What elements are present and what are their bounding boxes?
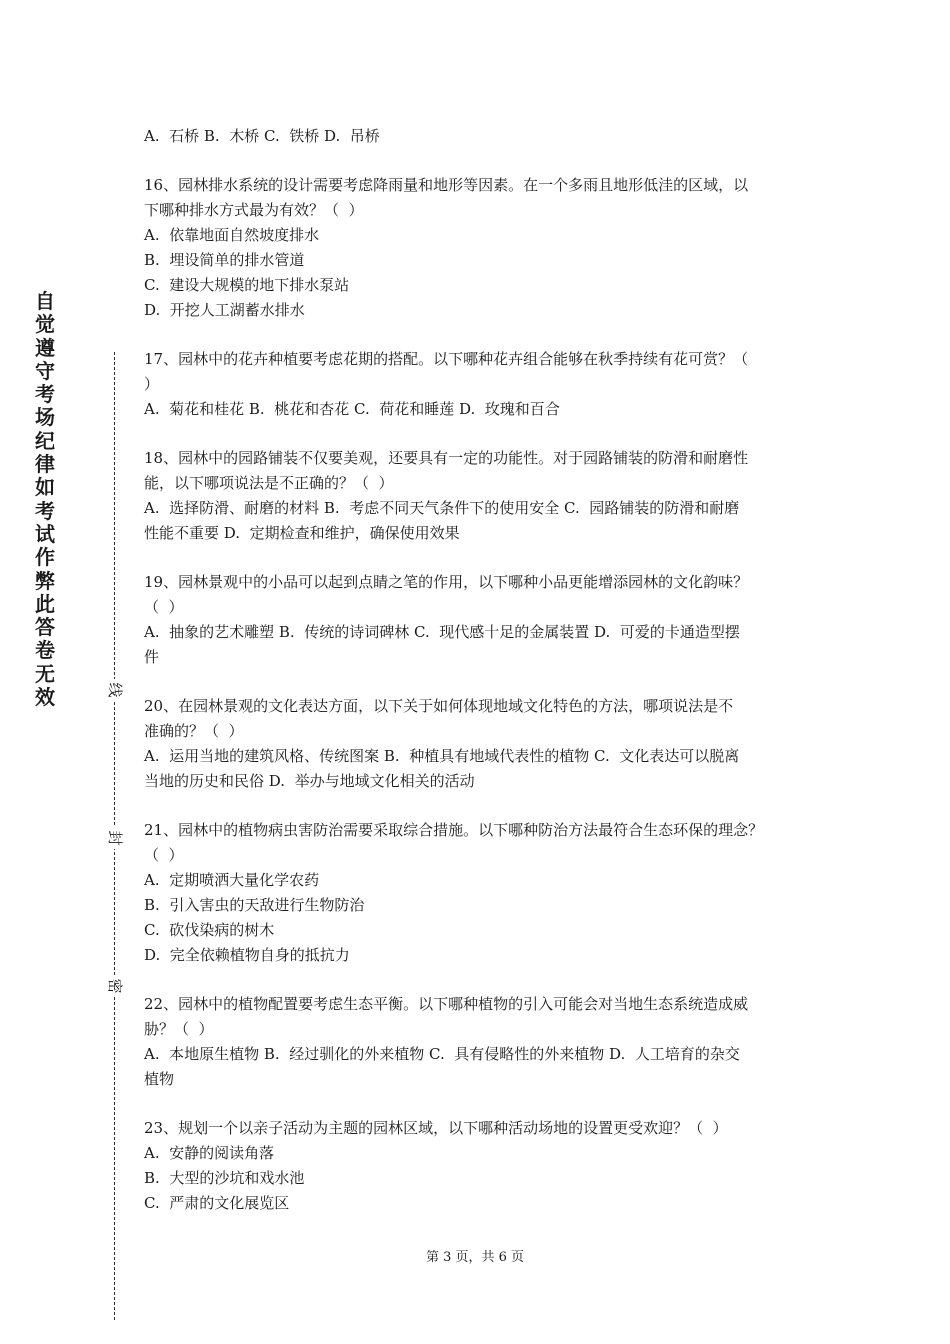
question-line: 20、在园林景观的文化表达方面，以下关于如何体现地域文化特色的方法，哪项说法是不 xyxy=(144,697,734,715)
question-line: 22、园林中的植物配置要考虑生态平衡。以下哪种植物的引入可能会对当地生态系统造成威 xyxy=(144,995,749,1013)
binding-mark-line: 线 xyxy=(104,679,126,701)
option-line: C. 砍伐染病的树木 xyxy=(144,921,275,939)
question-line: （ ） xyxy=(144,846,184,864)
question-line: 下哪种排水方式最为有效？（ ） xyxy=(144,201,364,219)
option-line: 件 xyxy=(144,648,160,666)
binding-mark-seal: 封 xyxy=(104,827,126,849)
option-line: A. 定期喷洒大量化学农药 xyxy=(144,871,320,889)
binding-notice: 自觉遵守考场纪律如考试作弊此答卷无效 xyxy=(35,289,55,710)
question-21 xyxy=(144,818,824,968)
page-number: 第 3 页，共 6 页 xyxy=(425,1250,525,1265)
option-line: 性能不重要 D. 定期检查和维护，确保使用效果 xyxy=(144,524,460,542)
option-line: A. 菊花和桂花 B. 桃花和杏花 C. 荷花和睡莲 D. 玫瑰和百合 xyxy=(144,400,560,418)
option-line: D. 完全依赖植物自身的抵抗力 xyxy=(144,946,350,964)
question-list xyxy=(144,124,824,1216)
option-line: A. 本地原生植物 B. 经过驯化的外来植物 C. 具有侵略性的外来植物 D. 人工培育的杂交 xyxy=(144,1045,740,1063)
question-line: 16、园林排水系统的设计需要考虑降雨量和地形等因素。在一个多雨且地形低洼的区域，以 xyxy=(144,176,749,194)
option-line: A. 依靠地面自然坡度排水 xyxy=(144,226,320,244)
question-line: A. 石桥 B. 木桥 C. 铁桥 D. 吊桥 xyxy=(144,127,380,145)
question-line: 能，以下哪项说法是不正确的？（ ） xyxy=(144,474,394,492)
option-line: C. 建设大规模的地下排水泵站 xyxy=(144,276,350,294)
question-23 xyxy=(144,1116,824,1216)
question-line: 17、园林中的花卉种植要考虑花期的搭配。以下哪种花卉组合能够在秋季持续有花可赏？（ xyxy=(144,350,749,368)
question-16 xyxy=(144,173,824,323)
option-line: 当地的历史和民俗 D. 举办与地域文化相关的活动 xyxy=(144,772,475,790)
option-line: 植物 xyxy=(144,1070,175,1088)
question-20 xyxy=(144,694,824,794)
option-line: A. 安静的阅读角落 xyxy=(144,1144,275,1162)
option-line: C. 严肃的文化展览区 xyxy=(144,1194,290,1212)
option-line: A. 运用当地的建筑风格、传统图案 B. 种植具有地域代表性的植物 C. 文化表达可以脱离 xyxy=(144,747,740,765)
option-line: A. 抽象的艺术雕塑 B. 传统的诗词碑林 C. 现代感十足的金属装置 D. 可爱的卡通造型摆 xyxy=(144,623,740,641)
option-line: B. 大型的沙坑和戏水池 xyxy=(144,1169,305,1187)
question-line: 胁？（ ） xyxy=(144,1020,214,1038)
option-line: A. 选择防滑、耐磨的材料 B. 考虑不同天气条件下的使用安全 C. 园路铺装的防滑和耐磨 xyxy=(144,499,740,517)
question-line: 19、园林景观中的小品可以起到点睛之笔的作用，以下哪种小品更能增添园林的文化韵味？ xyxy=(144,573,749,591)
question-17 xyxy=(144,347,824,422)
option-line: B. 埋设简单的排水管道 xyxy=(144,251,305,269)
question-19 xyxy=(144,570,824,670)
question-line: 准确的？（ ） xyxy=(144,722,244,740)
question-line: 18、园林中的园路铺装不仅要美观，还要具有一定的功能性。对于园路铺装的防滑和耐磨性 xyxy=(144,449,749,467)
option-line: B. 引入害虫的天敌进行生物防治 xyxy=(144,896,365,914)
question-line: （ ） xyxy=(144,598,184,616)
question-22 xyxy=(144,992,824,1092)
question-line: 21、园林中的植物病虫害防治需要采取综合措施。以下哪种防治方法最符合生态环保的理念？ xyxy=(144,821,764,839)
option-line: D. 开挖人工湖蓄水排水 xyxy=(144,301,305,319)
options-q15 xyxy=(144,124,824,149)
binding-mark-secret: 密 xyxy=(104,975,126,997)
question-18 xyxy=(144,446,824,546)
question-line: 23、规划一个以亲子活动为主题的园林区域，以下哪种活动场地的设置更受欢迎？（ ） xyxy=(144,1119,728,1137)
question-line: ） xyxy=(144,375,160,393)
